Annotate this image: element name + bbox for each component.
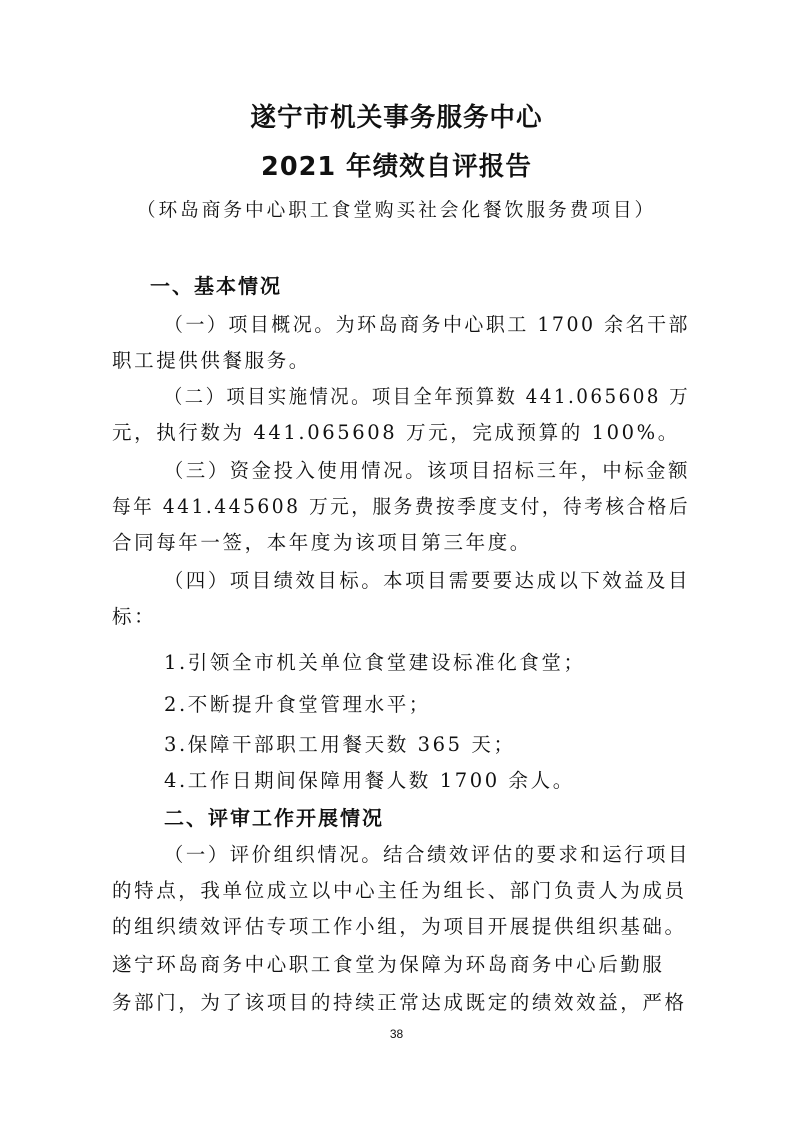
paragraph-line: 标： — [112, 605, 157, 628]
paragraph-line: 每年 441.445608 万元，服务费按季度支付，待考核合格后 — [112, 495, 691, 518]
paragraph-line: 务部门，为了该项目的持续正常达成既定的绩效效益，严格 — [112, 991, 687, 1014]
page-number: 38 — [389, 1027, 404, 1041]
goal-list-item: 4.工作日期间保障用餐人数 1700 余人。 — [164, 769, 575, 792]
section-heading-basic-info: 一、基本情况 — [150, 274, 282, 298]
paragraph-line: （一）评价组织情况。结合绩效评估的要求和运行项目 — [164, 843, 691, 866]
goal-list-item: 3.保障干部职工用餐天数 365 天； — [164, 733, 516, 756]
paragraph-line: （一）项目概况。为环岛商务中心职工 1700 余名干部 — [164, 313, 691, 336]
paragraph-line: （四）项目绩效目标。本项目需要要达成以下效益及目 — [164, 569, 691, 592]
paragraph-line: 职工提供供餐服务。 — [112, 349, 311, 372]
document-title-line2: 2021 年绩效自评报告 — [261, 152, 532, 182]
paragraph-line: 的组织绩效评估专项工作小组，为项目开展提供组织基础。 — [112, 915, 687, 938]
goal-list-item: 1.引领全市机关单位食堂建设标准化食堂； — [164, 651, 586, 674]
document-title-line1: 遂宁市机关事务服务中心 — [250, 103, 543, 133]
document-subtitle: （环岛商务中心职工食堂购买社会化餐饮服务费项目） — [136, 199, 657, 221]
paragraph-line: （三）资金投入使用情况。该项目招标三年，中标金额 — [164, 459, 691, 482]
paragraph-line: 的特点，我单位成立以中心主任为组长、部门负责人为成员 — [112, 879, 687, 902]
paragraph-line: 元，执行数为 441.065608 万元，完成预算的 100%。 — [112, 421, 680, 444]
paragraph-line: 遂宁环岛商务中心职工食堂为保障为环岛商务中心后勤服 — [112, 953, 665, 976]
paragraph-line: 合同每年一签，本年度为该项目第三年度。 — [112, 531, 532, 554]
section-heading-review-work: 二、评审工作开展情况 — [164, 806, 384, 830]
goal-list-item: 2.不断提升食堂管理水平； — [164, 693, 431, 716]
paragraph-line: （二）项目实施情况。项目全年预算数 441.065608 万 — [164, 385, 690, 408]
